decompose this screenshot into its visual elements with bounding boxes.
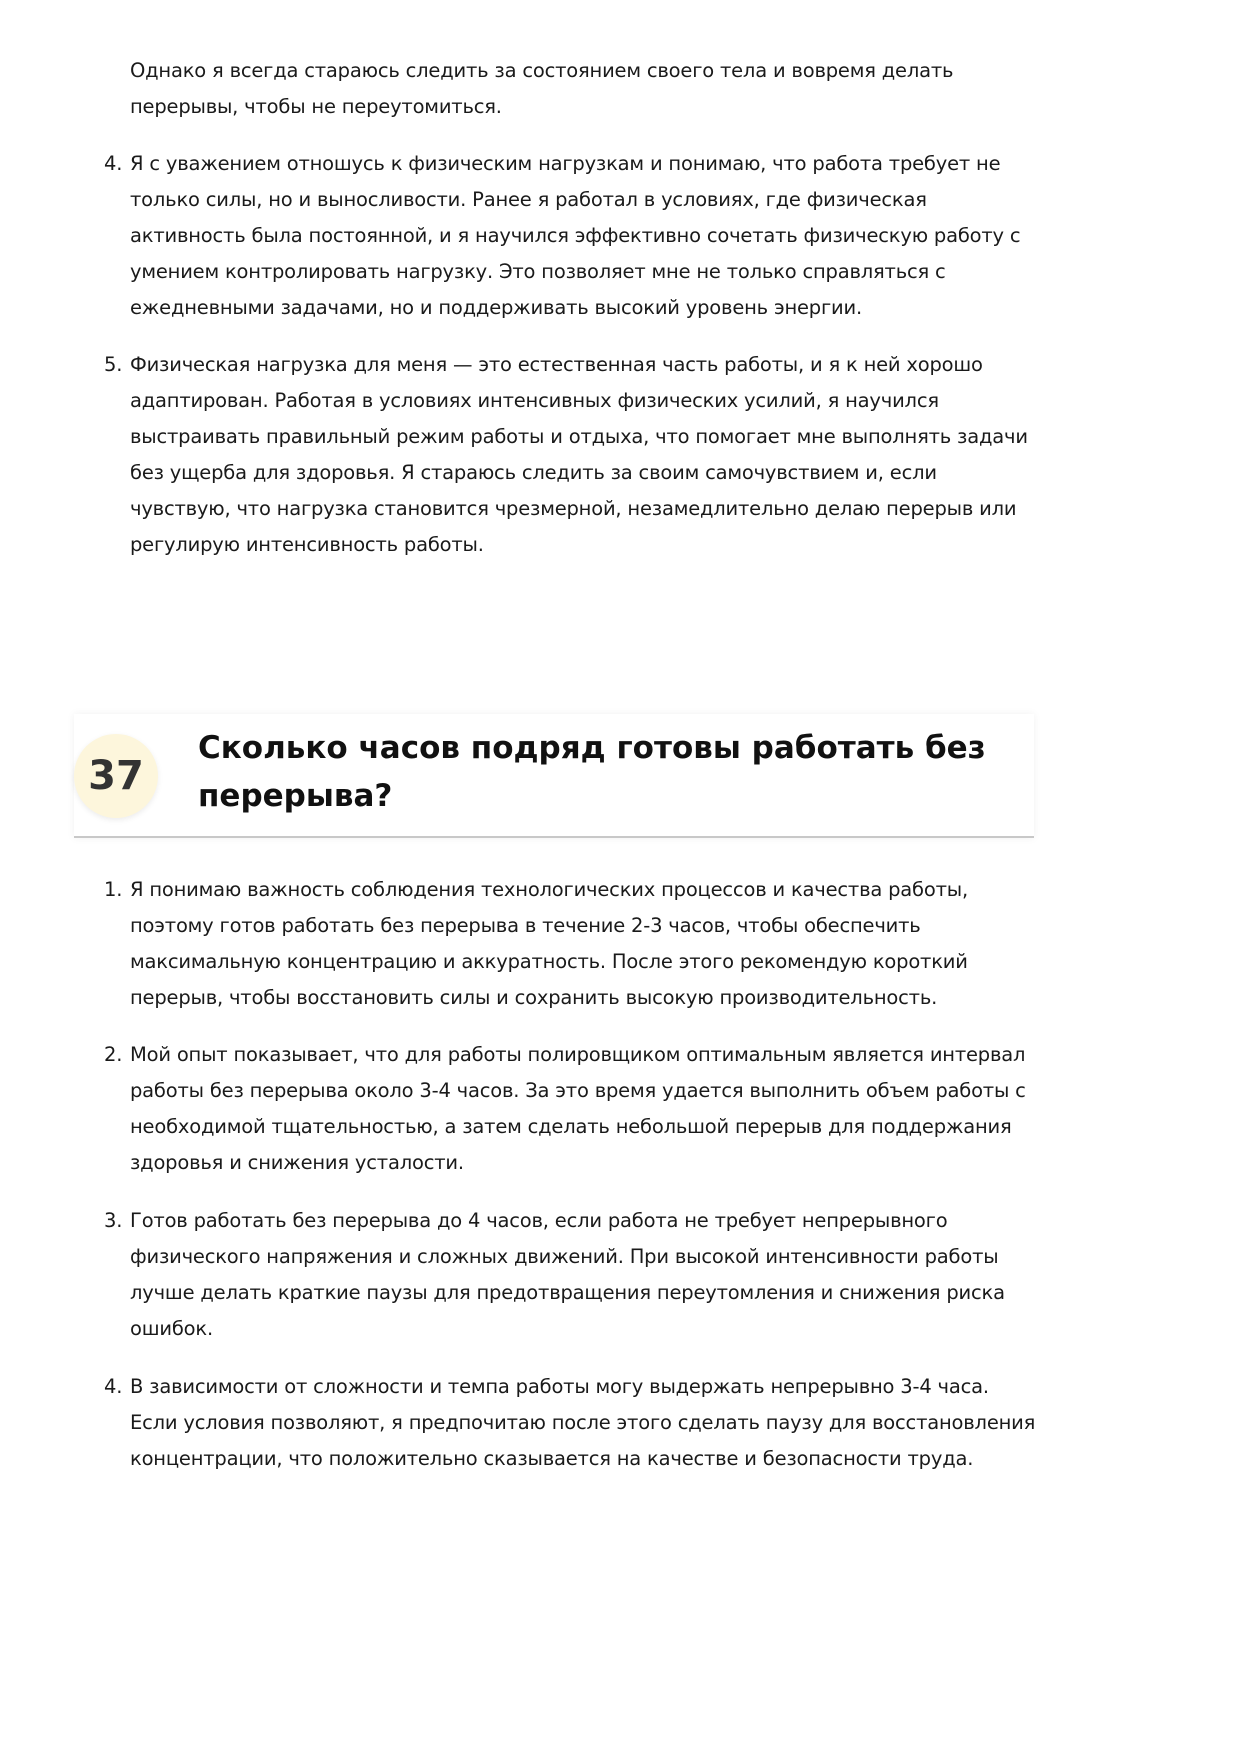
answer-item	[104, 1037, 1040, 1181]
list-item-number: 4.	[104, 152, 123, 175]
list-item-number: 5.	[104, 353, 123, 376]
list-item-text: Физическая нагрузка для меня — это естественная часть работы, и я к ней хорошо адаптирован. Работая в условиях интенсивных физических усилий, я научился выстраивать правильный режим работы и отдыха, что помогает мне выполнять задачи без ущерба для здоровья. Я стараюсь следить за своим самочувствием и, если чувствую, что нагрузка становится чрезмерной, незамедлительно делаю перерыв или регулирую интенсивность работы.	[130, 353, 1028, 556]
answer-item	[104, 872, 1040, 1016]
answer-text: Я понимаю важность соблюдения технологических процессов и качества работы, поэтому готов работать без перерыва в течение 2-3 часов, чтобы обеспечить максимальную концентрацию и аккуратность. После этого рекомендую короткий перерыв, чтобы восстановить силы и сохранить высокую производительность.	[130, 878, 968, 1009]
answer-item	[104, 1203, 1040, 1347]
answer-text: Мой опыт показывает, что для работы полировщиком оптимальным является интервал работы без перерыва около 3-4 часов. За это время удается выполнить объем работы с необходимой тщательностью, а затем сделать небольшой перерыв для поддержания здоровья и снижения усталости.	[130, 1043, 1026, 1174]
answer-number: 3.	[104, 1209, 123, 1232]
answer-text: Готов работать без перерыва до 4 часов, если работа не требует непрерывного физического напряжения и сложных движений. При высокой интенсивности работы лучше делать краткие паузы для предотвращения переутомления и снижения риска ошибок.	[130, 1209, 1005, 1340]
list-item-text: Я с уважением отношусь к физическим нагрузкам и понимаю, что работа требует не только силы, но и выносливости. Ранее я работал в условиях, где физическая активность была постоянной, и я научился эффективно сочетать физическую работу с умением контролировать нагрузку. Это позволяет мне не только справляться с ежедневными задачами, но и поддерживать высокий уровень энергии.	[130, 152, 1021, 319]
list-item	[104, 146, 1040, 326]
question-title: Сколько часов подряд готовы работать без перерыва?	[198, 730, 986, 814]
answer-text: В зависимости от сложности и темпа работы могу выдержать непрерывно 3-4 часа. Если условия позволяют, я предпочитаю после этого сделать паузу для восстановления концентрации, что положительно сказывается на качестве и безопасности труда.	[130, 1375, 1036, 1470]
intro-paragraph: Однако я всегда стараюсь следить за состоянием своего тела и вовремя делать перерывы, чтобы не переутомиться.	[130, 59, 954, 118]
question-number-badge: 37	[74, 734, 158, 818]
answer-item	[104, 1369, 1040, 1477]
question-header	[74, 714, 1034, 838]
answer-number: 4.	[104, 1375, 123, 1398]
answer-number: 2.	[104, 1043, 123, 1066]
answer-number: 1.	[104, 878, 123, 901]
list-item	[104, 347, 1040, 563]
